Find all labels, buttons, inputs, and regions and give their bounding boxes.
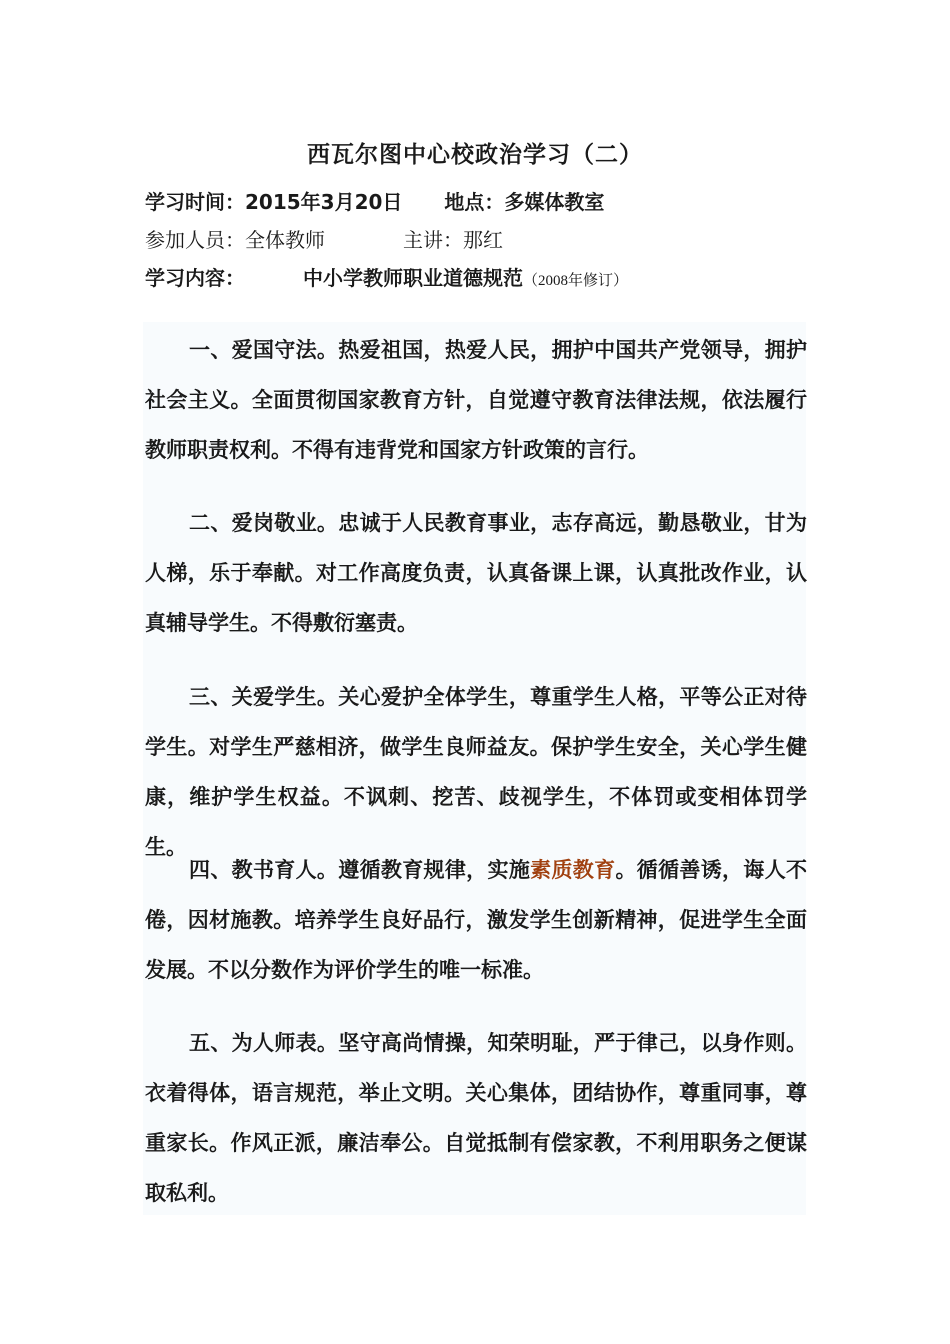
highlight-link[interactable]: 素质教育: [530, 858, 616, 882]
content-revision: （2008年修订）: [523, 273, 629, 289]
time-label: 学习时间：: [145, 190, 245, 214]
participants-value: 全体教师: [245, 228, 325, 252]
document-title: 西瓦尔图中心校政治学习（二）: [307, 142, 643, 168]
content-title: 中小学教师职业道德规范: [303, 266, 523, 290]
article-2: 二、爱岗敬业。忠诚于人民教育事业，志存高远，勤恳敬业，甘为人梯，乐于奉献。对工作高度负责，认真备课上课，认真批改作业，认真辅导学生。不得敷衍塞责。: [145, 511, 807, 635]
speaker-value: 那红: [463, 228, 503, 252]
article-4: [145, 845, 807, 995]
article-5: 五、为人师表。坚守高尚情操，知荣明耻，严于律己，以身作则。衣着得体，语言规范，举止文明。关心集体，团结协作，尊重同事，尊重家长。作风正派，廉洁奉公。自觉抵制有偿家教，不利用职务之便谋取私利。: [145, 1031, 807, 1205]
place-value: 多媒体教室: [504, 190, 605, 214]
meta-content: [145, 262, 628, 291]
article-3: 三、关爱学生。关心爱护全体学生，尊重学生人格，平等公正对待学生。对学生严慈相济，做学生良师益友。保护学生安全，关心学生健康，维护学生权益。不讽刺、挖苦、歧视学生，不体罚或变相体罚学生。: [145, 685, 807, 859]
time-value: 2015年3月20日: [245, 190, 403, 214]
place-label: 地点：: [444, 190, 505, 214]
meta-participants: [145, 224, 503, 253]
article-1: 一、爱国守法。热爱祖国，热爱人民，拥护中国共产党领导，拥护社会主义。全面贯彻国家教育方针，自觉遵守教育法律法规，依法履行教师职责权利。不得有违背党和国家方针政策的言行。: [145, 338, 807, 462]
participants-label: 参加人员：: [145, 228, 245, 252]
content-label: 学习内容：: [145, 266, 245, 290]
meta-time-place: [145, 186, 604, 215]
speaker-label: 主讲：: [403, 228, 463, 252]
article-4-text-after: 。循循善诱，诲人不倦，因材施教。培养学生良好品行，激发学生创新精神，促进学生全面发展。不以分数作为评价学生的唯一标准。: [145, 858, 808, 982]
article-4-text-before: 四、教书育人。遵循教育规律，实施: [189, 858, 531, 882]
